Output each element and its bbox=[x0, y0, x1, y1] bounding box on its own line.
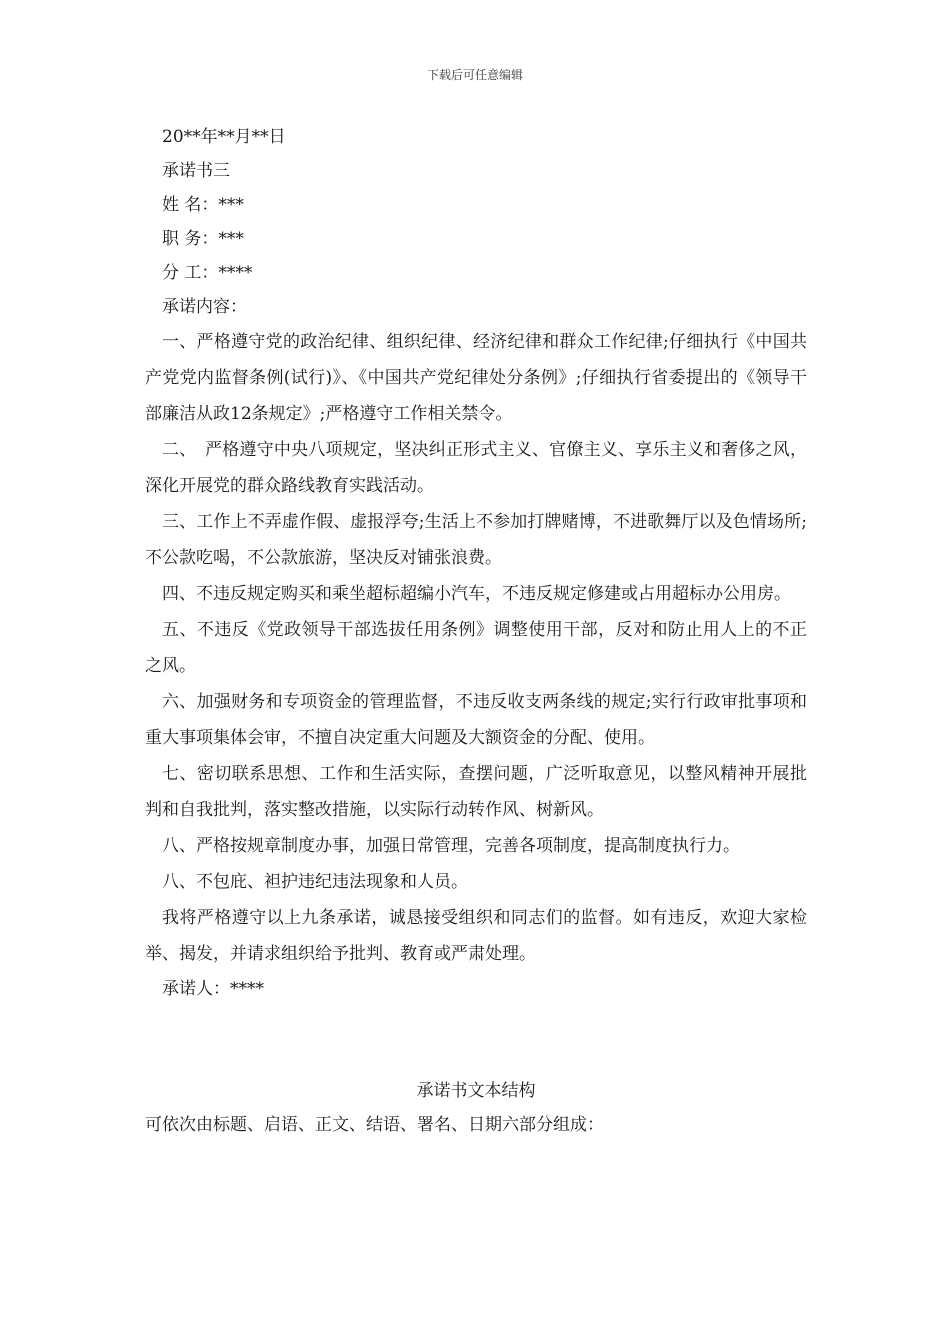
name-line: 姓 名：*** bbox=[162, 195, 244, 215]
signer-line: 承诺人：**** bbox=[162, 979, 264, 999]
section-spacer bbox=[145, 1006, 807, 1074]
page-header-note: 下载后可任意编辑 bbox=[426, 68, 523, 82]
content-label: 承诺内容： bbox=[162, 297, 247, 317]
commitment-item-5: 五、不违反《党政领导干部选拔任用条例》调整使用干部，反对和防止用人上的不正之风。 bbox=[145, 620, 807, 676]
commitment-item-7: 七、密切联系思想、工作和生活实际，查摆问题，广泛听取意见，以整风精神开展批判和自我批判，落实整改措施，以实际行动转作风、树新风。 bbox=[145, 764, 807, 820]
position-line: 职 务：*** bbox=[162, 229, 244, 249]
commitment-item-2: 二、 严格遵守中央八项规定，坚决纠正形式主义、官僚主义、享乐主义和奢侈之风，深化开展党的群众路线教育实践活动。 bbox=[145, 440, 807, 496]
commitment-item-8: 八、严格按规章制度办事，加强日常管理，完善各项制度，提高制度执行力。 bbox=[162, 836, 740, 856]
letter-title: 承诺书三 bbox=[162, 161, 230, 181]
document-body bbox=[145, 120, 807, 1142]
structure-title: 承诺书文本结构 bbox=[416, 1081, 536, 1101]
commitment-item-9: 八、不包庇、袒护违纪违法现象和人员。 bbox=[162, 872, 468, 892]
structure-text: 可依次由标题、启语、正文、结语、署名、日期六部分组成： bbox=[145, 1115, 604, 1135]
commitment-item-6: 六、加强财务和专项资金的管理监督，不违反收支两条线的规定;实行行政审批事项和重大事项集体会审，不擅自决定重大问题及大额资金的分配、使用。 bbox=[145, 692, 807, 748]
closing-paragraph: 我将严格遵守以上九条承诺，诚恳接受组织和同志们的监督。如有违反，欢迎大家检举、揭发，并请求组织给予批判、教育或严肃处理。 bbox=[145, 908, 807, 964]
commitment-item-1: 一、严格遵守党的政治纪律、组织纪律、经济纪律和群众工作纪律;仔细执行《中国共产党党内监督条例(试行)》、《中国共产党纪律处分条例》;仔细执行省委提出的《领导干部廉洁从政12条规定》;严格遵守工作相关禁令。 bbox=[145, 332, 807, 424]
commitment-item-4: 四、不违反规定购买和乘坐超标超编小汽车，不违反规定修建或占用超标办公用房。 bbox=[162, 584, 791, 604]
commitment-item-3: 三、工作上不弄虚作假、虚报浮夸;生活上不参加打牌赌博，不进歌舞厅以及色情场所;不公款吃喝，不公款旅游，坚决反对铺张浪费。 bbox=[145, 512, 807, 568]
letter-date: 20**年**月**日 bbox=[162, 127, 286, 147]
division-line: 分 工：**** bbox=[162, 263, 253, 283]
